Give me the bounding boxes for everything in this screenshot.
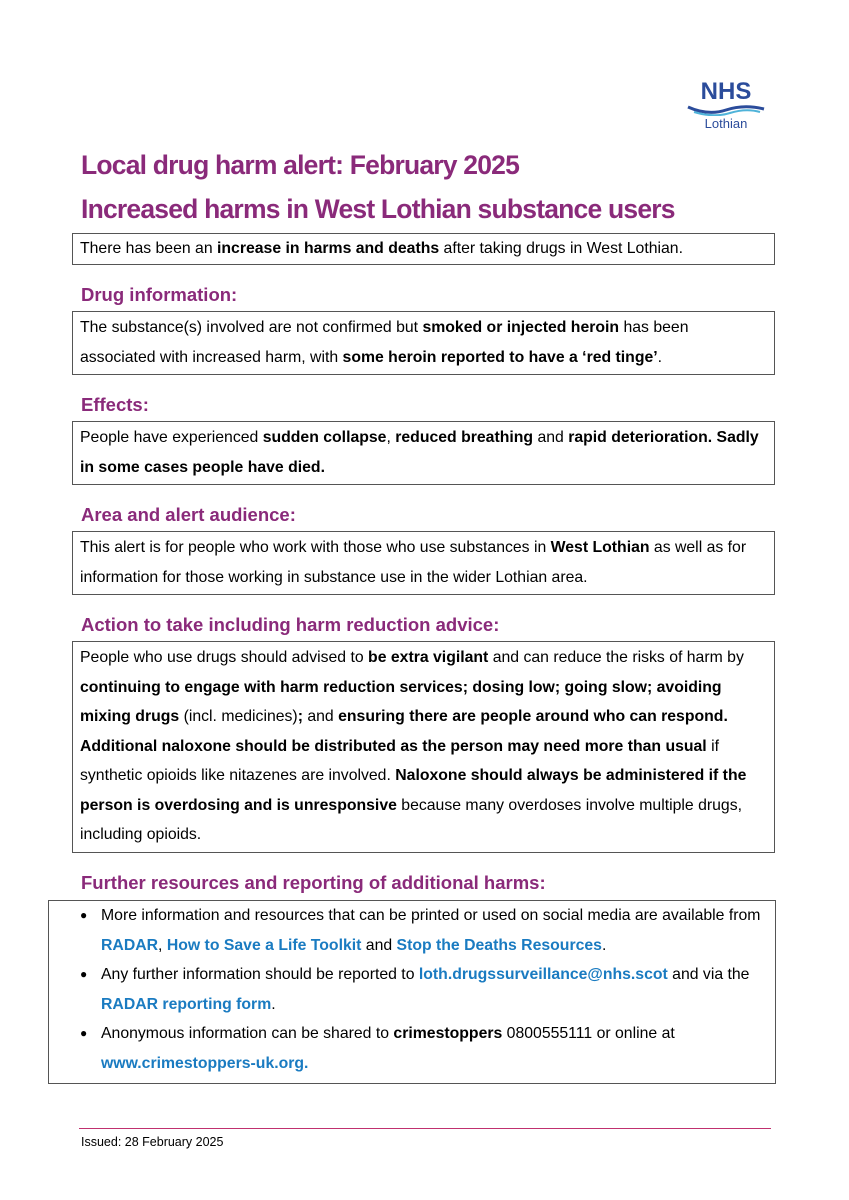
area-box — [72, 531, 775, 595]
effects-heading: Effects: — [81, 394, 149, 415]
page-subtitle: Increased harms in West Lothian substance users — [81, 194, 675, 224]
area-text: This alert is for people who work with those who use substances in West Lothian as well as for information for those working in substance use in the wider Lothian area. — [80, 539, 747, 586]
intro-box — [72, 233, 775, 265]
nhs-lothian-logo — [686, 80, 766, 134]
drug-info-heading: Drug information: — [81, 284, 238, 305]
logo-region-text: Lothian — [704, 116, 748, 131]
bullet-icon: ● — [80, 1026, 88, 1040]
drug-info-box — [72, 311, 775, 375]
resources-box — [48, 900, 776, 1084]
radar-reporting-form-link[interactable]: RADAR reporting form — [101, 995, 272, 1013]
resources-list — [49, 901, 775, 1078]
area-heading: Area and alert audience: — [81, 504, 296, 525]
wave-icon — [686, 104, 766, 116]
drug-info-text: The substance(s) involved are not confirmed but smoked or injected heroin has been associated with increased harm, with some heroin reported to have a ‘red tinge’. — [80, 319, 689, 366]
action-box — [72, 641, 775, 853]
effects-box — [72, 421, 775, 485]
page-title: Local drug harm alert: February 2025 — [81, 150, 520, 180]
resources-item: ● Any further information should be reported to loth.drugssurveillance@nhs.scot and via the RADAR reporting form. — [49, 960, 775, 1019]
radar-link[interactable]: RADAR — [101, 936, 159, 954]
intro-text: There has been an increase in harms and deaths after taking drugs in West Lothian. — [80, 240, 683, 257]
crimestoppers-link[interactable]: www.crimestoppers-uk.org. — [101, 1054, 309, 1072]
bullet-icon: ● — [80, 967, 88, 981]
footer-divider — [79, 1128, 771, 1129]
surveillance-email-link[interactable]: loth.drugssurveillance@nhs.scot — [418, 966, 668, 983]
logo-nhs-text: NHS — [700, 78, 752, 105]
save-a-life-toolkit-link[interactable]: How to Save a Life Toolkit — [166, 936, 362, 954]
action-text: People who use drugs should advised to be extra vigilant and can reduce the risks of harm by continuing to engage with harm reduction services; dosing low; going slow; avoiding mixing drugs (incl. medicines); and ensuring there are people around who can respond. Additional naloxone should be distributed as the person may need more than usual if synthetic opioids like nitazenes are involved. Naloxone should always be administered if the person is overdosing and is unresponsive because many overdoses involve multiple drugs, including opioids. — [80, 649, 747, 843]
effects-text: People have experienced sudden collapse, reduced breathing and rapid deterioration. Sadly in some cases people have died. — [80, 429, 759, 476]
bullet-icon: ● — [80, 908, 88, 922]
resources-item: ● Anonymous information can be shared to crimestoppers 0800555111 or online at www.crimestoppers-uk.org. — [49, 1019, 775, 1078]
action-heading: Action to take including harm reduction advice: — [81, 614, 500, 635]
resources-heading: Further resources and reporting of additional harms: — [81, 872, 546, 893]
stop-the-deaths-link[interactable]: Stop the Deaths Resources — [396, 936, 602, 954]
issued-date: Issued: 28 February 2025 — [81, 1135, 224, 1149]
resources-item: ● More information and resources that can be printed or used on social media are available from RADAR, How to Save a Life Toolkit and Stop the Deaths Resources. — [49, 901, 775, 960]
